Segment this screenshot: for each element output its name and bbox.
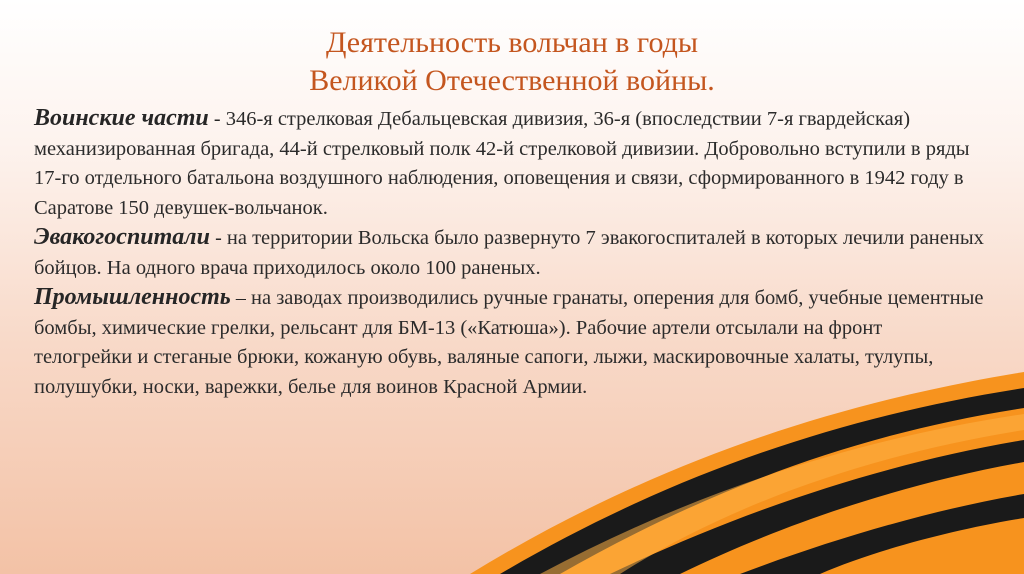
dash: - xyxy=(213,108,221,130)
paragraph-military-units xyxy=(34,104,984,223)
term-military-units: Воинские части xyxy=(34,105,209,131)
slide-title xyxy=(0,24,1024,100)
slide-body xyxy=(34,104,984,402)
paragraph-text: на территории Вольска было развернуто 7 эвакогоспиталей в которых лечили раненых бойцов. На одного врача приходилось около 100 раненых. xyxy=(34,227,984,279)
title-line-1: Деятельность вольчан в годы xyxy=(325,26,699,59)
dash: - xyxy=(215,227,222,249)
term-evac-hospitals: Эвакогоспитали xyxy=(34,224,210,250)
title-line-2: Великой Отечественной войны. xyxy=(309,64,715,97)
paragraph-evac-hospitals xyxy=(34,223,984,283)
term-industry: Промышленность xyxy=(34,284,231,310)
paragraph-text: 346-я стрелковая Дебальцевская дивизия, 36-я (впоследствии 7-я гвардейская) механизированная бригада, 44-й стрелковый полк 42-й стрелковой дивизии. Добровольно вступили в ряды 17-го отдельного батальона воздушного наблюдения, оповещения и связи, сформированного в 1942 году в Саратове 150 девушек-вольчанок. xyxy=(34,108,970,219)
paragraph-industry xyxy=(34,283,984,402)
paragraph-text: на заводах производились ручные гранаты, оперения для бомб, учебные цементные бомбы, химические грелки, рельсант для БМ-13 («Катюша»). Рабочие артели отсылали на фронт телогрейки и стеганые брюки, кожаную обувь, валяные сапоги, лыжи, маскировочные халаты, тулупы, полушубки, носки, варежки, белье для воинов Красной Армии. xyxy=(34,287,984,398)
dash: – xyxy=(235,287,246,309)
